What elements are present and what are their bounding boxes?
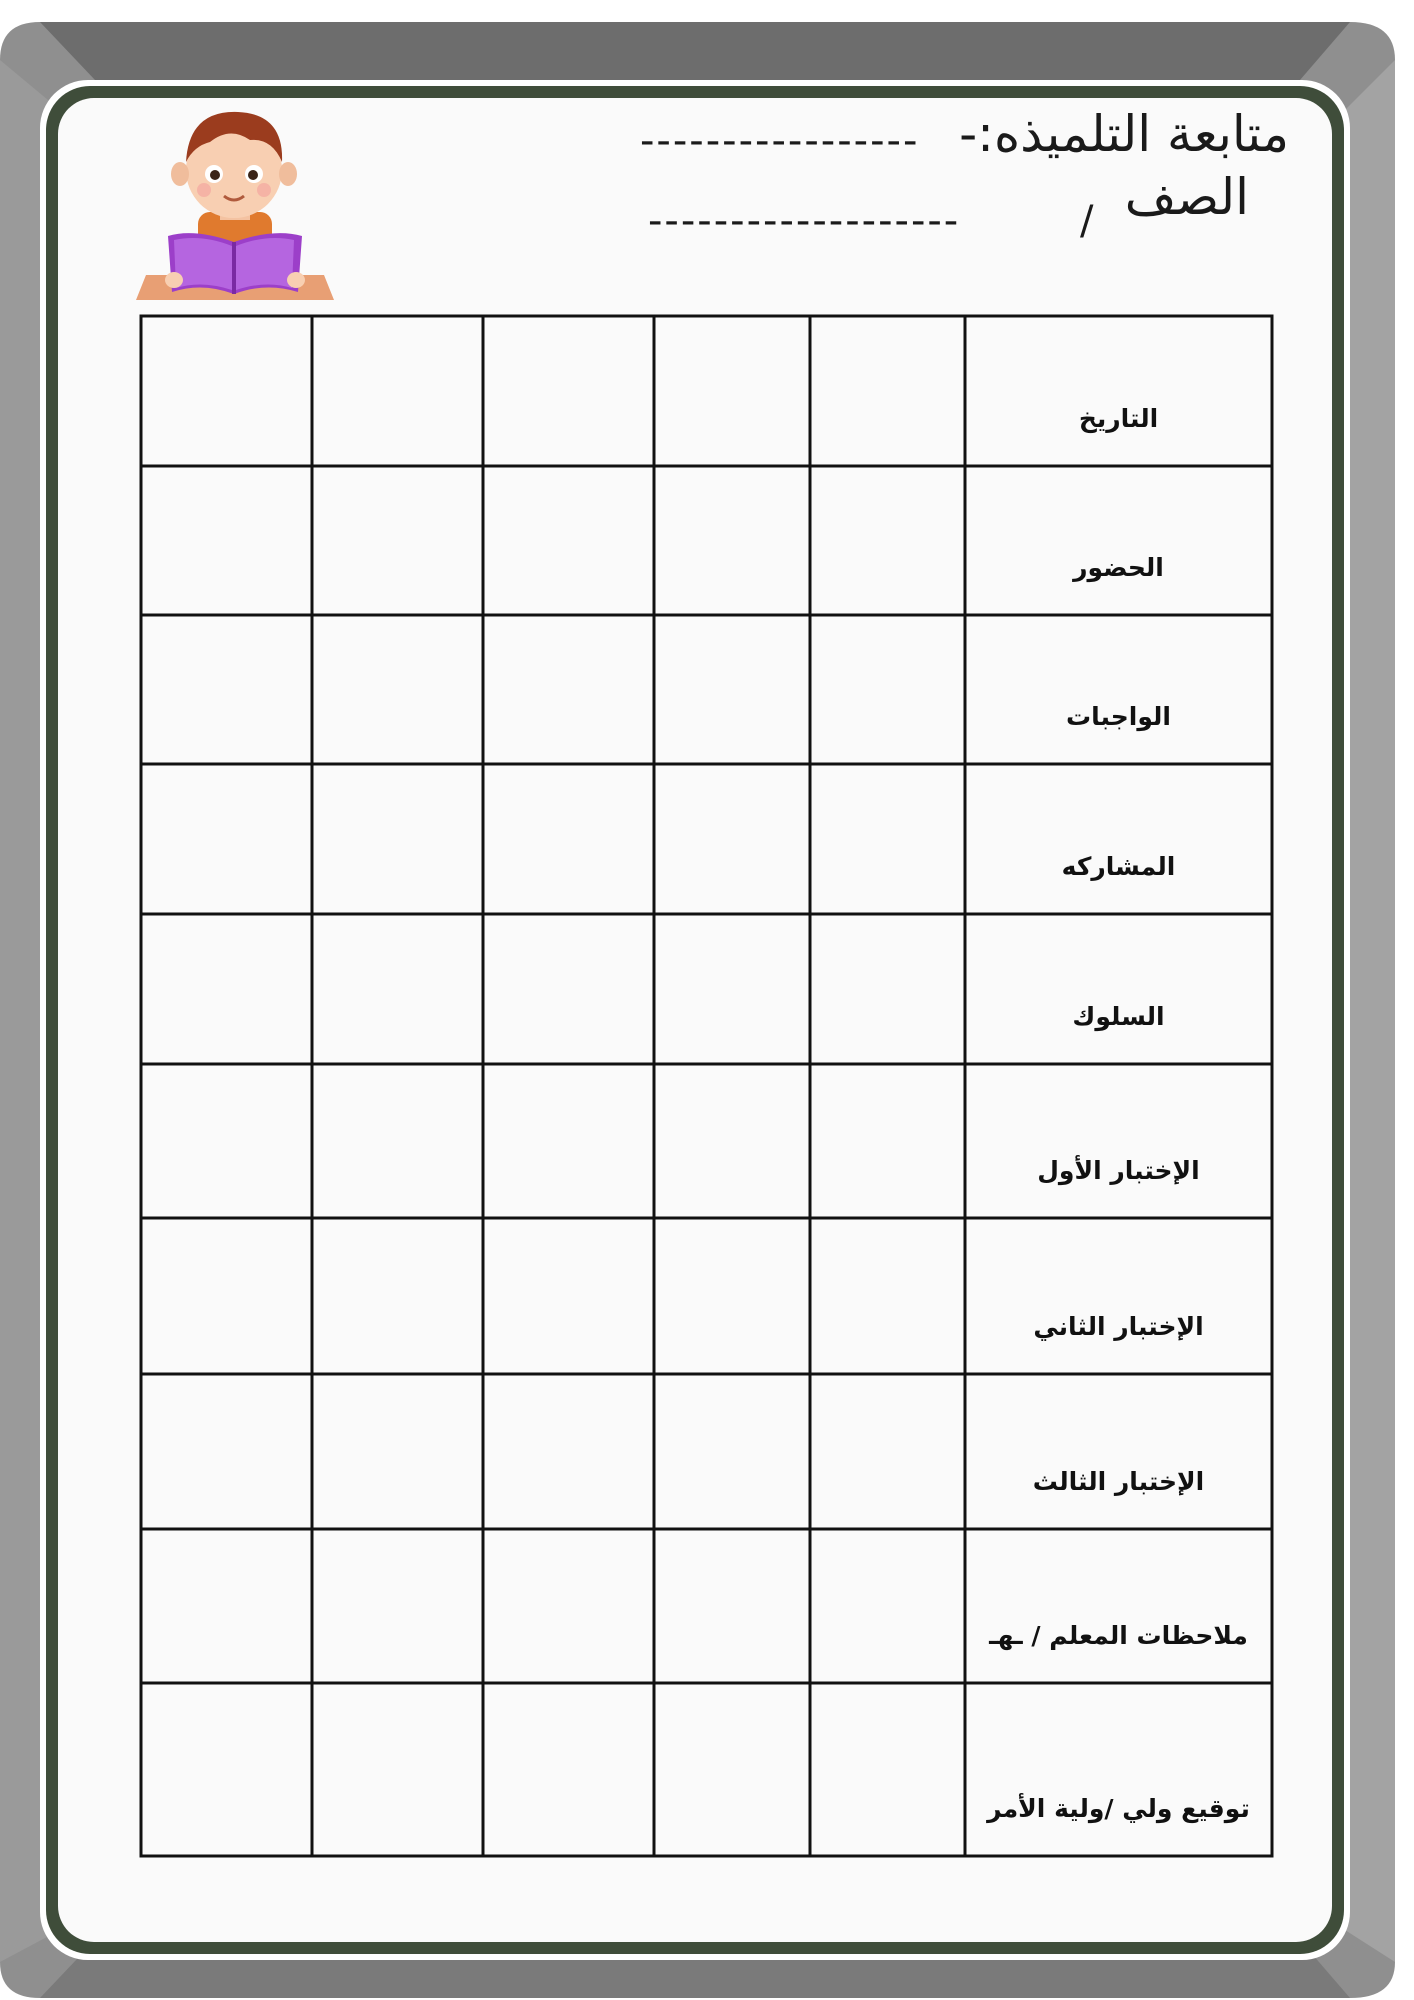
blank-entry-cell[interactable] bbox=[654, 1218, 810, 1374]
blank-entry-cell[interactable] bbox=[312, 1683, 483, 1856]
blank-entry-cell[interactable] bbox=[141, 316, 312, 466]
blank-entry-cell[interactable] bbox=[312, 615, 483, 764]
blank-entry-cell[interactable] bbox=[141, 1683, 312, 1856]
student-name-blank[interactable]: ----------------- bbox=[640, 118, 920, 164]
row-label: توقيع ولي /ولية الأمر bbox=[987, 1794, 1250, 1823]
row-label: ملاحظات المعلم / ـهـ bbox=[989, 1621, 1248, 1650]
blank-entry-cell[interactable] bbox=[810, 764, 965, 914]
blank-entry-cell[interactable] bbox=[654, 1374, 810, 1529]
blank-entry-cell[interactable] bbox=[483, 914, 654, 1064]
blank-entry-cell[interactable] bbox=[654, 316, 810, 466]
blank-entry-cell[interactable] bbox=[312, 1064, 483, 1218]
blank-entry-cell[interactable] bbox=[810, 1374, 965, 1529]
blank-entry-cell[interactable] bbox=[654, 615, 810, 764]
blank-entry-cell[interactable] bbox=[810, 466, 965, 615]
blank-entry-cell[interactable] bbox=[141, 615, 312, 764]
row-label-cell bbox=[965, 764, 1272, 914]
blank-entry-cell[interactable] bbox=[483, 1374, 654, 1529]
row-label-cell bbox=[965, 1683, 1272, 1856]
row-label-cell bbox=[965, 914, 1272, 1064]
blank-entry-cell[interactable] bbox=[654, 1683, 810, 1856]
blank-entry-cell[interactable] bbox=[141, 1374, 312, 1529]
blank-entry-cell[interactable] bbox=[141, 1218, 312, 1374]
blank-entry-cell[interactable] bbox=[483, 1218, 654, 1374]
blank-entry-cell[interactable] bbox=[312, 764, 483, 914]
form-title: متابعة التلميذه:- bbox=[959, 105, 1289, 163]
class-label: الصف bbox=[1124, 168, 1249, 226]
blank-entry-cell[interactable] bbox=[483, 1683, 654, 1856]
row-label: الإختبار الأول bbox=[1037, 1156, 1200, 1185]
row-label-cell bbox=[965, 1218, 1272, 1374]
row-label-cell bbox=[965, 1529, 1272, 1683]
blank-entry-cell[interactable] bbox=[312, 1374, 483, 1529]
blank-entry-cell[interactable] bbox=[810, 1683, 965, 1856]
blank-entry-cell[interactable] bbox=[810, 1218, 965, 1374]
blank-entry-cell[interactable] bbox=[810, 316, 965, 466]
blank-entry-cell[interactable] bbox=[141, 466, 312, 615]
row-label-cell bbox=[965, 466, 1272, 615]
row-label: المشاركه bbox=[1061, 852, 1176, 881]
row-label-cell bbox=[965, 316, 1272, 466]
row-label: الواجبات bbox=[1066, 702, 1171, 731]
class-separator: / bbox=[1080, 198, 1094, 244]
blank-entry-cell[interactable] bbox=[312, 1218, 483, 1374]
row-label-cell bbox=[965, 615, 1272, 764]
blank-entry-cell[interactable] bbox=[810, 914, 965, 1064]
blank-entry-cell[interactable] bbox=[654, 1529, 810, 1683]
blank-entry-cell[interactable] bbox=[483, 764, 654, 914]
blank-entry-cell[interactable] bbox=[141, 914, 312, 1064]
row-label: التاريخ bbox=[1078, 404, 1159, 433]
blank-entry-cell[interactable] bbox=[483, 466, 654, 615]
blank-entry-cell[interactable] bbox=[810, 1064, 965, 1218]
row-label: الإختبار الثالث bbox=[1032, 1467, 1205, 1496]
row-label: السلوك bbox=[1072, 1002, 1165, 1031]
blank-entry-cell[interactable] bbox=[654, 764, 810, 914]
blank-entry-cell[interactable] bbox=[483, 1064, 654, 1218]
row-label-cell bbox=[965, 1064, 1272, 1218]
blank-entry-cell[interactable] bbox=[483, 615, 654, 764]
row-label: الحضور bbox=[1073, 553, 1164, 582]
blank-entry-cell[interactable] bbox=[810, 615, 965, 764]
blank-entry-cell[interactable] bbox=[483, 1529, 654, 1683]
blank-entry-cell[interactable] bbox=[141, 1529, 312, 1683]
blank-entry-cell[interactable] bbox=[654, 1064, 810, 1218]
blank-entry-cell[interactable] bbox=[810, 1529, 965, 1683]
blank-entry-cell[interactable] bbox=[312, 466, 483, 615]
blank-entry-cell[interactable] bbox=[141, 1064, 312, 1218]
blank-entry-cell[interactable] bbox=[654, 914, 810, 1064]
blank-entry-cell[interactable] bbox=[654, 466, 810, 615]
blank-entry-cell[interactable] bbox=[483, 316, 654, 466]
blank-entry-cell[interactable] bbox=[141, 764, 312, 914]
row-label-cell bbox=[965, 1374, 1272, 1529]
blank-entry-cell[interactable] bbox=[312, 1529, 483, 1683]
blank-entry-cell[interactable] bbox=[312, 316, 483, 466]
class-blank[interactable]: ------------------- bbox=[648, 198, 961, 244]
row-label: الإختبار الثاني bbox=[1033, 1312, 1204, 1341]
blank-entry-cell[interactable] bbox=[312, 914, 483, 1064]
